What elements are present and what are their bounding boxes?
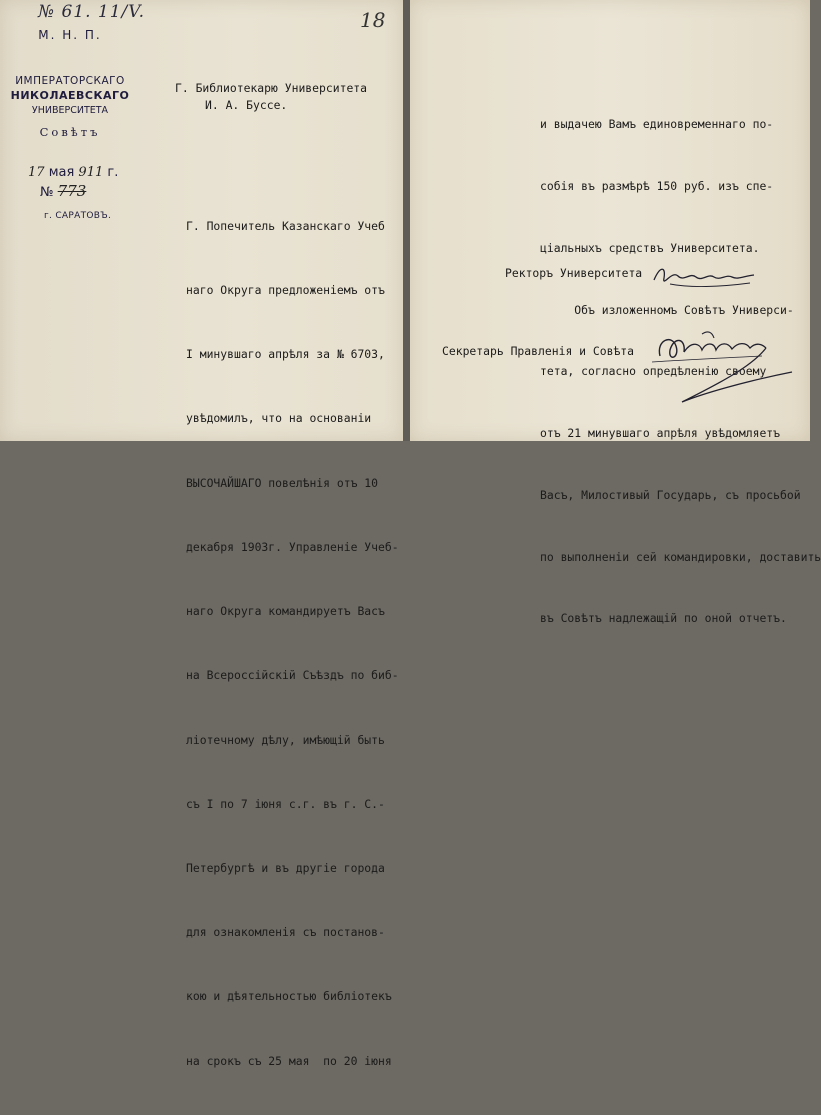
letter-body-left [186,173,399,1115]
body-line: Петербургѣ и въ другiе города [186,861,385,875]
date-line [28,165,118,180]
page-gutter [403,0,410,441]
reg-number: 773 [57,182,87,200]
stamp-line3: УНИВЕРСИТЕТА [31,105,109,116]
address-line-2: И. А. Буссе. [205,98,288,112]
body-line: отъ 21 минувшаго апрѣля увѣдомляетъ [540,426,781,441]
body-line: Васъ, Милостивый Государь, съ просьбой [540,487,801,502]
body-line: I минувшаго апрѣля за № 6703, [186,347,385,362]
body-line: въ Совѣтъ надлежащiй по оной отчетъ. [540,611,787,626]
stamp-line2: НИКОЛАЕВСКАГО [10,89,130,102]
body-line: лiотечному дѣлу, имѣющiй быть [186,732,385,747]
body-line: Объ изложенномъ Совѣтъ Универси- [540,302,794,317]
body-line: ВЫСОЧАЙШАГО повелѣнiя отъ 10 [186,475,379,490]
body-line: по выполненiи сей командировки, доставить [540,549,821,564]
body-line: кою и дѣятельностью библiотекъ [186,989,392,1004]
handwritten-number: № 61. 11/V. [38,2,145,22]
date-year: 911 [78,165,104,180]
body-line: и выдачею Вамъ единовременнаго по- [540,117,774,132]
body-line: наго Округа командируетъ Васъ [186,604,385,619]
body-line: тета, согласно опредѣленiю своему [540,364,767,379]
date-day: 17 [28,165,45,180]
body-line: увѣдомилъ, что на основанiи [186,411,372,426]
university-stamp [10,28,130,139]
body-line: Г. Попечитель Казанскаго Учеб [186,218,385,233]
body-line: цiальныхъ средствъ Университета. [540,240,760,255]
address-line-1: Г. Библиотекарю Университета [175,81,368,95]
body-line: для ознакомленiя съ постанов- [186,925,385,940]
body-line: собiя въ размѣрѣ 150 руб. изъ спе- [540,178,774,193]
secretary-label: Секретарь Правленiя и Совѣта [442,344,635,358]
stamp-line1: ИМПЕРАТОРСКАГО [15,75,125,87]
secretary-signature [642,322,802,412]
page-number: 18 [360,8,386,32]
document-page-left [0,0,403,1068]
date-month: мая [48,165,75,180]
reg-prefix: № [40,185,54,200]
document-page-right [410,0,821,626]
stamp-ministry: М. Н. П. [38,28,102,42]
body-line: на срокъ съ 25 мая по 20 iюня [186,1053,392,1068]
date-suffix: г. [107,165,119,180]
stamp-line4: Совѣтъ [39,125,101,139]
body-line: на Всероссiйскiй Съѣздъ по биб- [186,668,399,683]
registration-line [40,182,86,200]
body-line: наго Округа предложенiемъ отъ [186,283,385,298]
city-stamp: г. САРАТОВЪ. [44,211,112,221]
body-line: декабря 1903г. Управленiе Учеб- [186,539,399,554]
rector-label: Ректоръ Университета [505,266,643,280]
rector-signature [650,262,760,292]
body-line: съ I по 7 iюня с.г. въ г. С.- [186,796,385,811]
